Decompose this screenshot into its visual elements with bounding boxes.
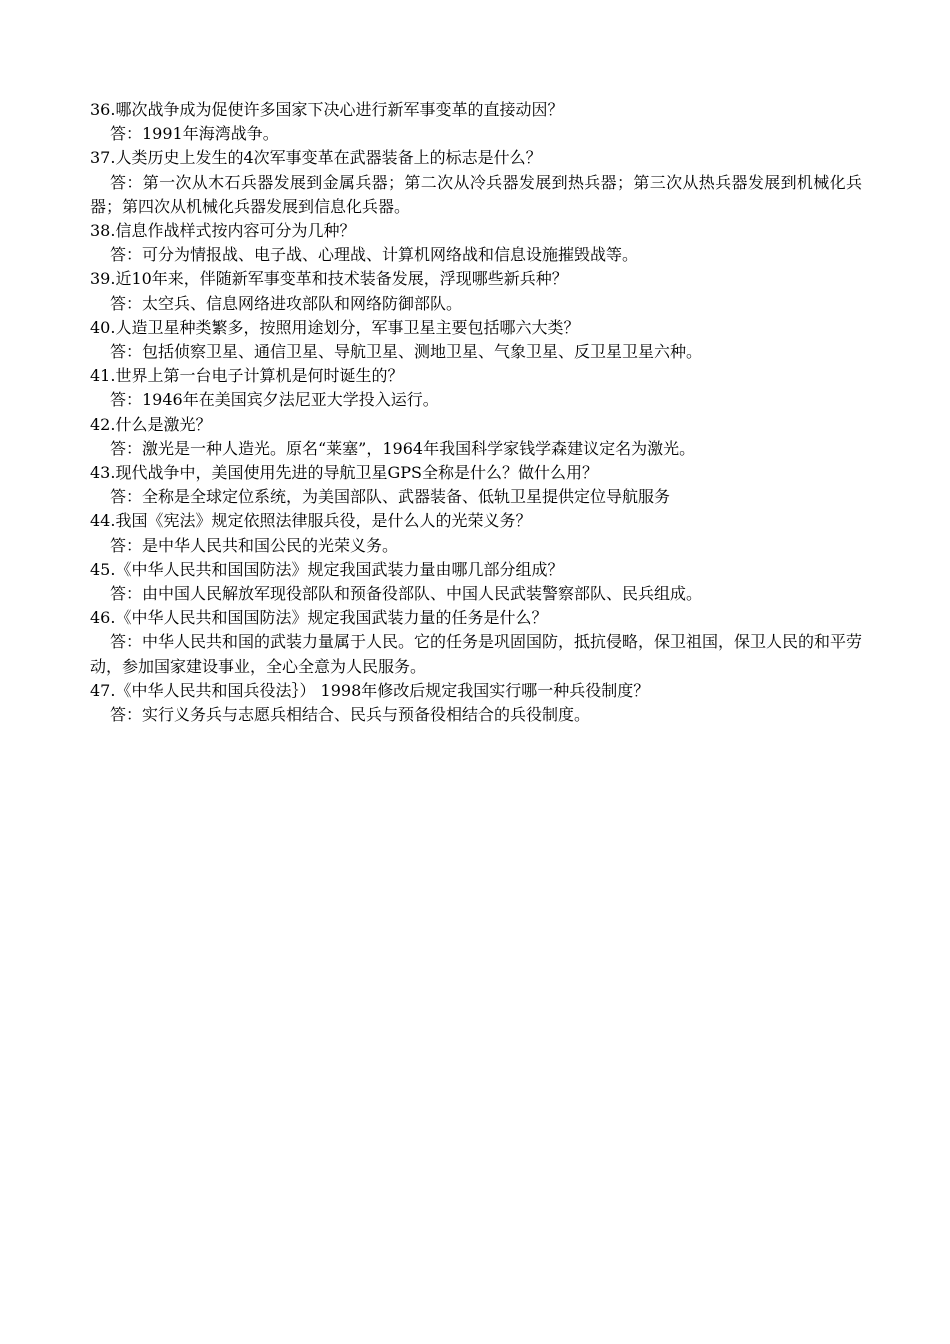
question: 45.《中华人民共和国国防法》规定我国武装力量由哪几部分组成？ bbox=[90, 559, 564, 579]
answer: 答：全称是全球定位系统，为美国部队、武器装备、低轨卫星提供定位导航服务 bbox=[110, 487, 671, 507]
qa-item-39 bbox=[90, 267, 862, 315]
question: 47.《中华人民共和国兵役法｝） 1998年修改后规定我国实行哪一种兵役制度？ bbox=[90, 680, 650, 700]
answer: 答：是中华人民共和国公民的光荣义务。 bbox=[110, 535, 399, 555]
question: 41.世界上第一台电子计算机是何时诞生的？ bbox=[90, 366, 404, 386]
question: 38.信息作战样式按内容可分为几种？ bbox=[90, 221, 356, 241]
qa-item-47 bbox=[90, 679, 862, 727]
question: 46.《中华人民共和国国防法》规定我国武装力量的任务是什么？ bbox=[90, 608, 548, 628]
answer: 答：1991年海湾战争。 bbox=[110, 124, 279, 144]
question: 43.现代战争中，美国使用先进的导航卫星GPS全称是什么？做什么用？ bbox=[90, 463, 598, 483]
question: 36.哪次战争成为促使许多国家下决心进行新军事变革的直接动因？ bbox=[90, 100, 564, 119]
qa-item-37 bbox=[90, 146, 862, 219]
document-body bbox=[90, 98, 862, 727]
question: 37.人类历史上发生的4次军事变革在武器装备上的标志是什么？ bbox=[90, 148, 542, 168]
qa-item-43 bbox=[90, 461, 862, 509]
qa-item-45 bbox=[90, 558, 862, 606]
answer: 答：由中国人民解放军现役部队和预备役部队、中国人民武装警察部队、民兵组成。 bbox=[110, 584, 703, 604]
qa-item-40 bbox=[90, 316, 862, 364]
question: 44.我国《宪法》规定依照法律服兵役，是什么人的光荣义务？ bbox=[90, 511, 532, 531]
answer: 答：包括侦察卫星、通信卫星、导航卫星、测地卫星、气象卫星、反卫星卫星六种。 bbox=[110, 342, 703, 362]
answer: 答：可分为情报战、电子战、心理战、计算机网络战和信息设施摧毁战等。 bbox=[110, 245, 639, 265]
qa-item-42 bbox=[90, 413, 862, 461]
answer: 答：激光是一种人造光。原名“莱塞”，1964年我国科学家钱学森建议定名为激光。 bbox=[110, 438, 696, 458]
qa-item-41 bbox=[90, 364, 862, 412]
answer: 答：第一次从木石兵器发展到金属兵器；第二次从冷兵器发展到热兵器；第三次从热兵器发展到机械化兵器；第四次从机械化兵器发展到信息化兵器。 bbox=[90, 172, 862, 216]
qa-item-36 bbox=[90, 98, 862, 146]
qa-item-44 bbox=[90, 509, 862, 557]
question: 39.近10年来，伴随新军事变革和技术装备发展，浮现哪些新兵种？ bbox=[90, 269, 568, 289]
answer: 答：实行义务兵与志愿兵相结合、民兵与预备役相结合的兵役制度。 bbox=[110, 705, 591, 725]
qa-item-38 bbox=[90, 219, 862, 267]
question: 42.什么是激光？ bbox=[90, 414, 212, 434]
answer: 答：中华人民共和国的武装力量属于人民。它的任务是巩固国防，抵抗侵略，保卫祖国，保卫人民的和平劳动，参加国家建设事业，全心全意为人民服务。 bbox=[90, 632, 863, 676]
answer: 答：1946年在美国宾夕法尼亚大学投入运行。 bbox=[110, 390, 439, 410]
answer: 答：太空兵、信息网络进攻部队和网络防御部队。 bbox=[110, 293, 463, 313]
qa-item-46 bbox=[90, 606, 862, 679]
question: 40.人造卫星种类繁多，按照用途划分，军事卫星主要包括哪六大类？ bbox=[90, 317, 580, 337]
